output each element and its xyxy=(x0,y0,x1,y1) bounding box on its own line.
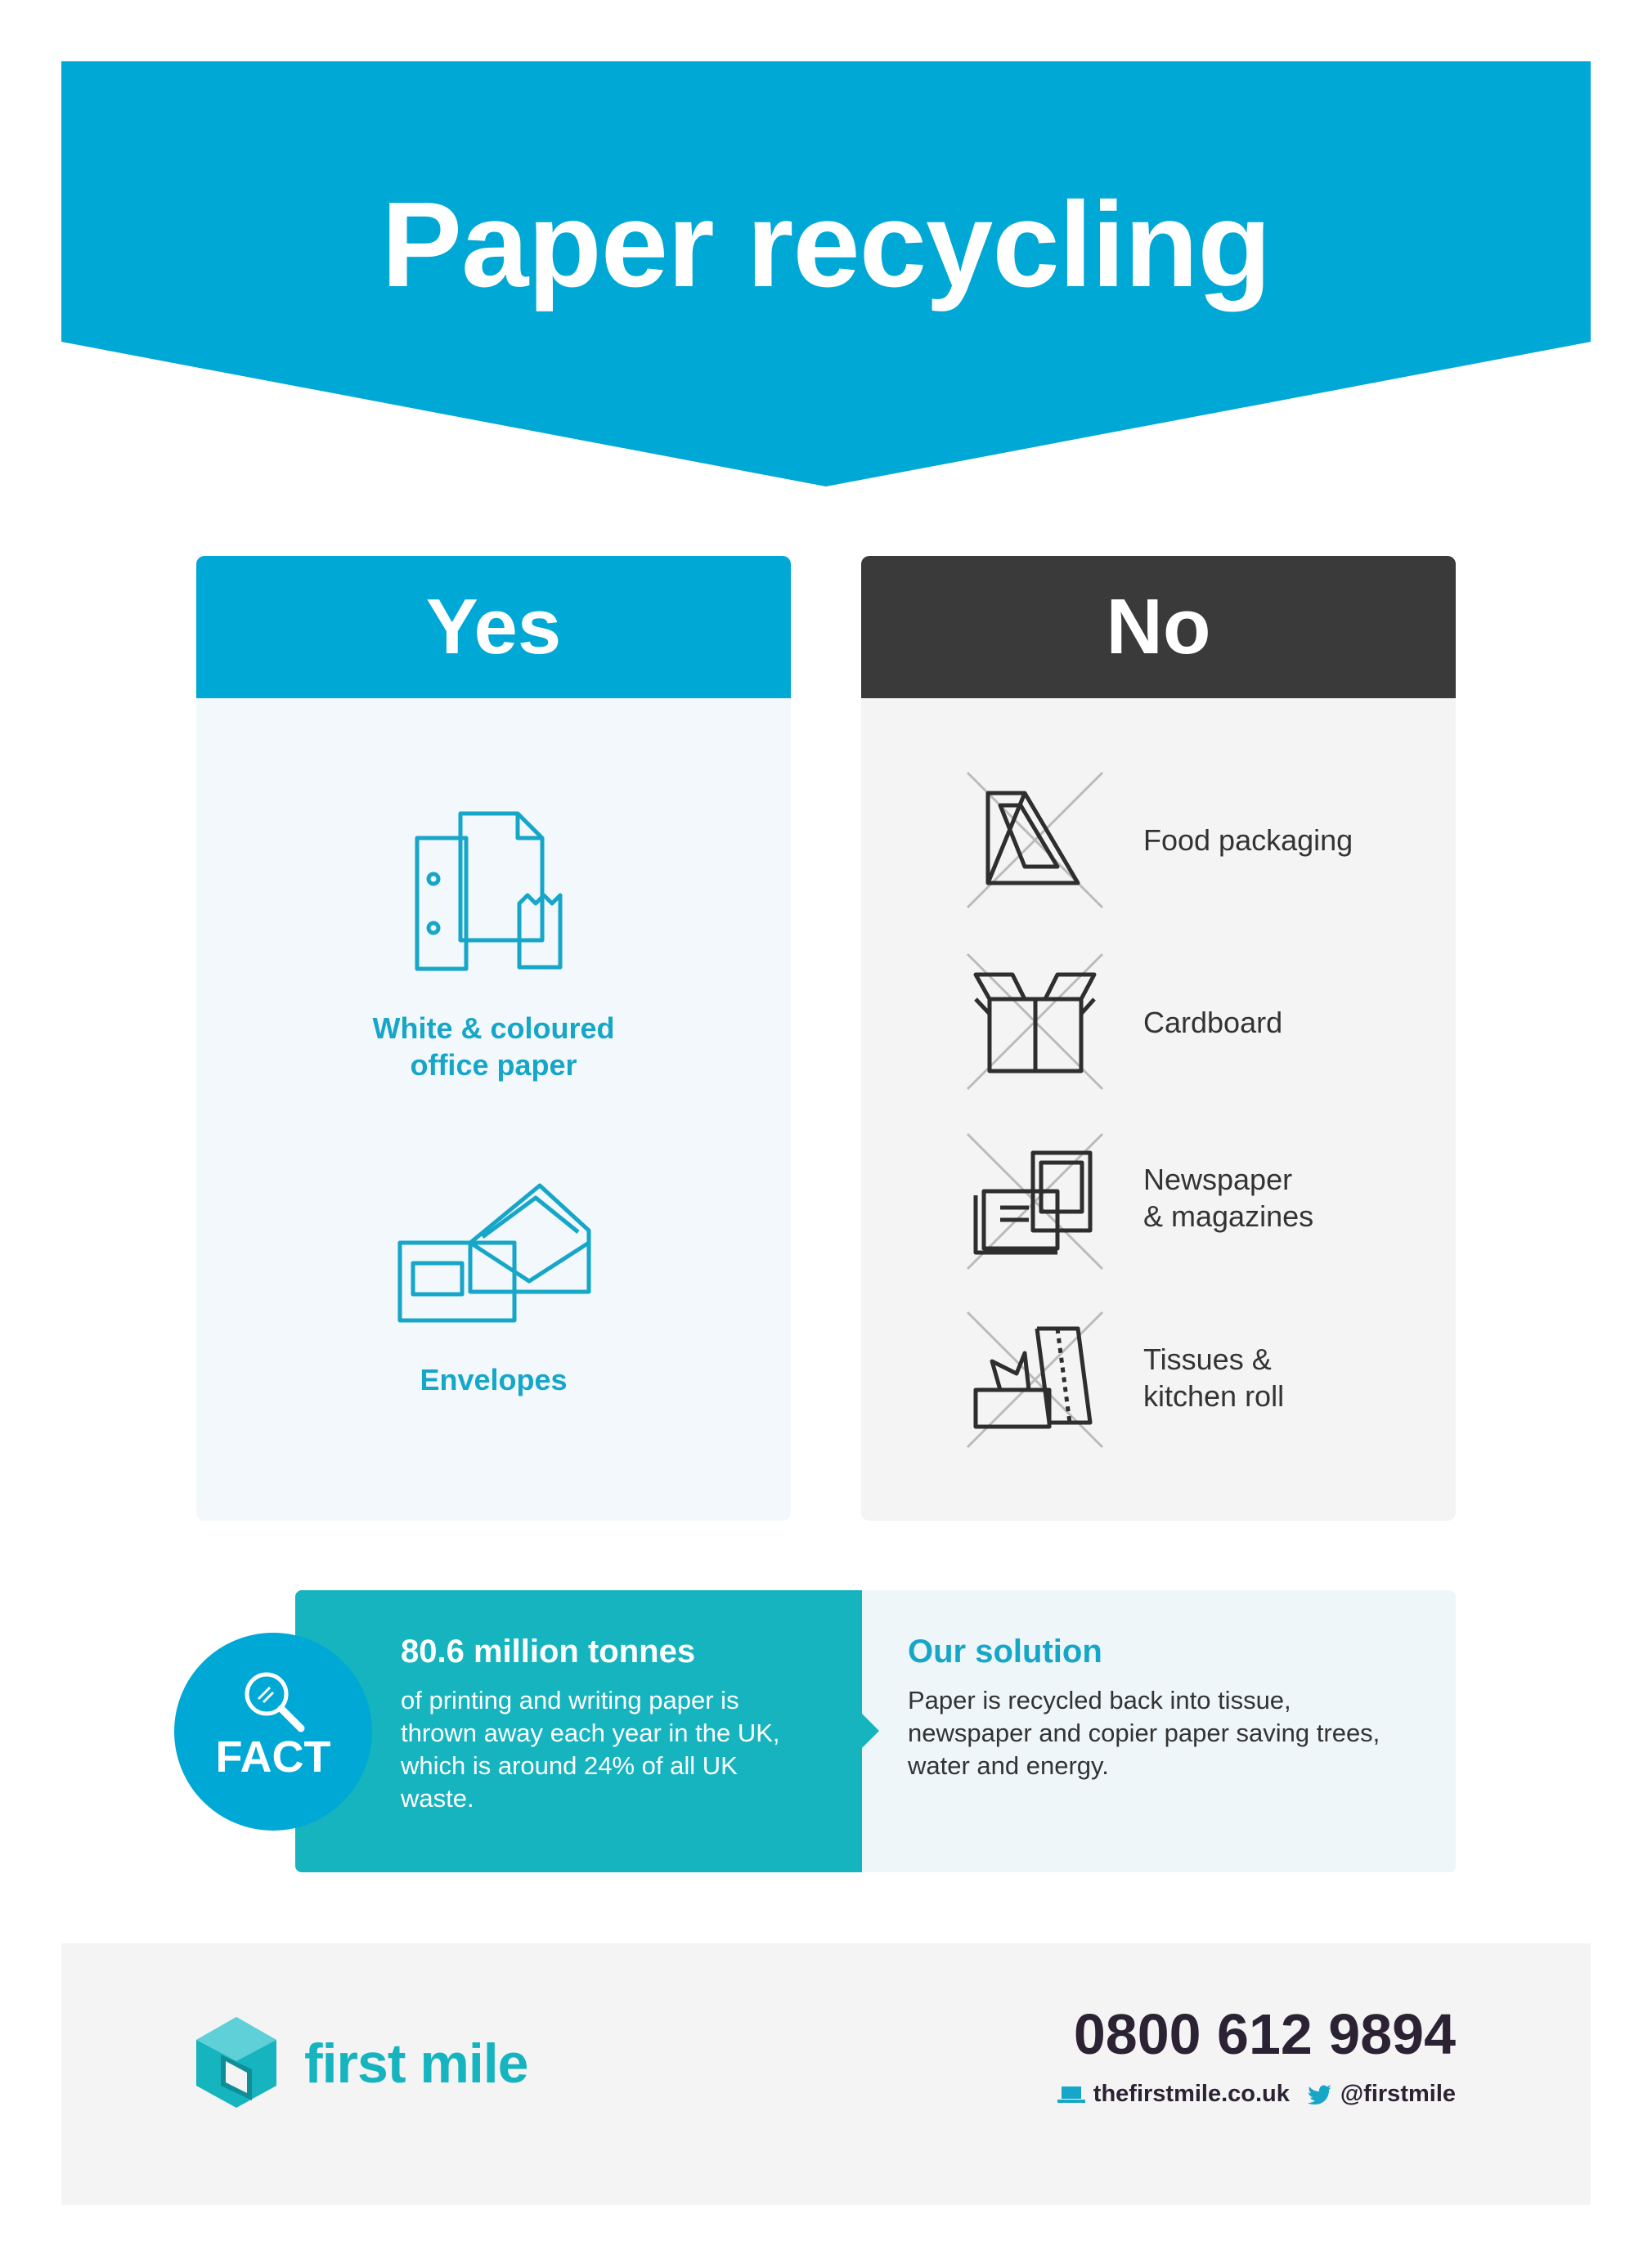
yes-panel xyxy=(196,556,791,1521)
yes-item-label: Envelopes xyxy=(420,1363,568,1396)
brand-name: first mile xyxy=(304,2033,528,2095)
no-item-label: Newspaper & magazines xyxy=(1143,1163,1314,1233)
no-item-label: Tissues & kitchen roll xyxy=(1143,1342,1285,1413)
twitter-icon xyxy=(1308,2084,1332,2105)
twitter-handle[interactable]: @firstmile xyxy=(1340,2081,1456,2107)
first-mile-logo-icon xyxy=(195,2015,278,2109)
fact-badge-label: FACT xyxy=(215,1732,331,1782)
fact-headline: 80.6 million tonnes xyxy=(401,1634,696,1670)
food-packaging-icon xyxy=(963,769,1107,912)
contact-links xyxy=(981,2081,1456,2108)
page-title: Paper recycling xyxy=(381,177,1271,312)
envelopes-icon xyxy=(397,1181,593,1324)
yes-item-label: White & coloured office paper xyxy=(372,1011,615,1082)
no-heading: No xyxy=(861,556,1456,698)
fact-pointer xyxy=(861,1713,879,1749)
solution-title: Our solution xyxy=(908,1634,1102,1670)
cardboard-box-icon xyxy=(963,950,1107,1093)
tissues-icon xyxy=(963,1308,1107,1451)
magnifier-icon xyxy=(242,1670,306,1733)
no-item-label: Cardboard xyxy=(1143,1006,1283,1039)
newspaper-icon xyxy=(963,1130,1107,1273)
no-panel xyxy=(861,556,1456,1521)
office-paper-icon xyxy=(413,809,568,973)
laptop-icon xyxy=(1057,2085,1085,2104)
footer xyxy=(61,1943,1591,2205)
website-link[interactable]: thefirstmile.co.uk xyxy=(1093,2081,1290,2107)
phone-number[interactable]: 0800 612 9894 xyxy=(1073,2002,1456,2066)
fact-body: of printing and writing paper is thrown away each year in the UK, which is around 24% of all UK waste. xyxy=(401,1686,780,1813)
solution-body: Paper is recycled back into tissue, newspaper and copier paper saving trees, water and energy. xyxy=(908,1686,1380,1780)
yes-heading: Yes xyxy=(196,556,791,698)
no-item-label: Food packaging xyxy=(1143,823,1353,857)
